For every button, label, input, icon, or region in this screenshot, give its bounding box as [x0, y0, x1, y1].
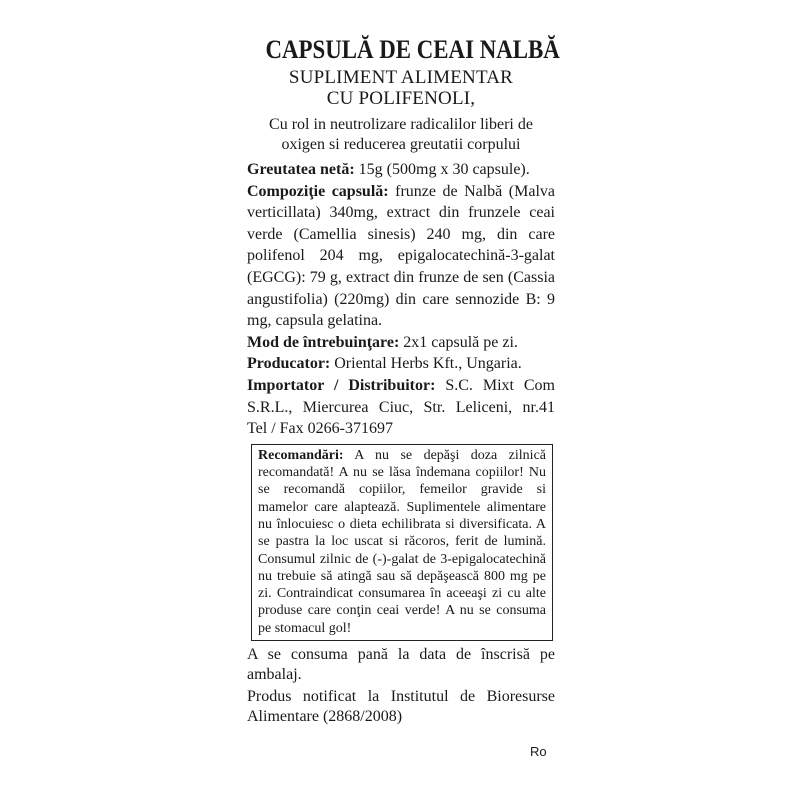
label-body	[247, 159, 555, 440]
expiry-note: A se consuma pană la data de înscrisă pe ambalaj.	[247, 645, 555, 683]
usage	[247, 332, 555, 354]
product-purpose: Cu rol in neutrolizare radicalilor liberi de oxigen si reducerea greutatii corpului	[269, 116, 533, 153]
label-footer	[247, 645, 555, 727]
usage-label: Mod de întrebuinţare:	[247, 333, 400, 351]
net-weight	[247, 159, 555, 181]
product-title: CAPSULĂ DE CEAI NALBĂ	[265, 35, 560, 64]
importer-value: S.C. Mixt Com S.R.L., Miercurea Ciuc, Str. Leliceni, nr.41	[247, 376, 555, 416]
producer-value: Oriental Herbs Kft., Ungaria.	[330, 355, 522, 373]
importer-label: Importator / Distribuitor:	[247, 376, 436, 394]
product-subtitle	[247, 67, 555, 109]
usage-value: 2x1 capsulă pe zi.	[399, 333, 518, 351]
composition	[247, 181, 555, 332]
importer-tel: Tel / Fax 0266-371697	[247, 420, 393, 438]
net-weight-label: Greutatea netă:	[247, 161, 355, 178]
composition-value: frunze de Nalbă (Malva verticillata) 340mg, extract din frunzele ceai verde (Camellia sinesis) 240 mg, din care polifenol 204 mg, epigalocatechină-3-galat (EGCG): 79 g, extract din frunze de sen (Cassia angustifolia) (220mg) din care sennozide B: 9 mg, capsula gelatina.	[247, 182, 555, 330]
subtitle-line-2: CU POLIFENOLI,	[326, 88, 476, 109]
notification-note: Produs notificat la Institutul de Bioresurse Alimentare (2868/2008)	[247, 687, 555, 725]
composition-label: Compoziţie capsulă:	[247, 182, 389, 200]
net-weight-value: 15g (500mg x 30 capsule).	[354, 161, 530, 178]
product-label	[247, 35, 560, 729]
producer-label: Producator:	[247, 355, 331, 373]
producer	[247, 353, 555, 375]
recommendations-box	[251, 444, 553, 641]
country-code: Ro	[530, 744, 547, 759]
subtitle-line-1: SUPLIMENT ALIMENTAR	[288, 67, 514, 88]
recommendations-label: Recomandări:	[258, 447, 344, 463]
recommendations-text: A nu se depăşi doza zilnică recomandată! A nu se lăsa îndemana copiilor! Nu se recomandă copiilor, femeilor gravide si mamelor care alaptează. Suplimentele alimentare nu înlocuiesc o dieta echilibrata si diversificata. A se pastra la loc uscat si răcoros, ferit de lumină. Consumul zilnic de (-)-galat de 3-epigalocatechină nu trebuie să atingă sau să depăşească 800 mg pe zi. Contraindicat consumarea în aceeaşi zi cu alte produse care conţin ceai verde! A nu se consuma pe stomacul gol!	[258, 447, 546, 636]
importer	[247, 375, 555, 440]
